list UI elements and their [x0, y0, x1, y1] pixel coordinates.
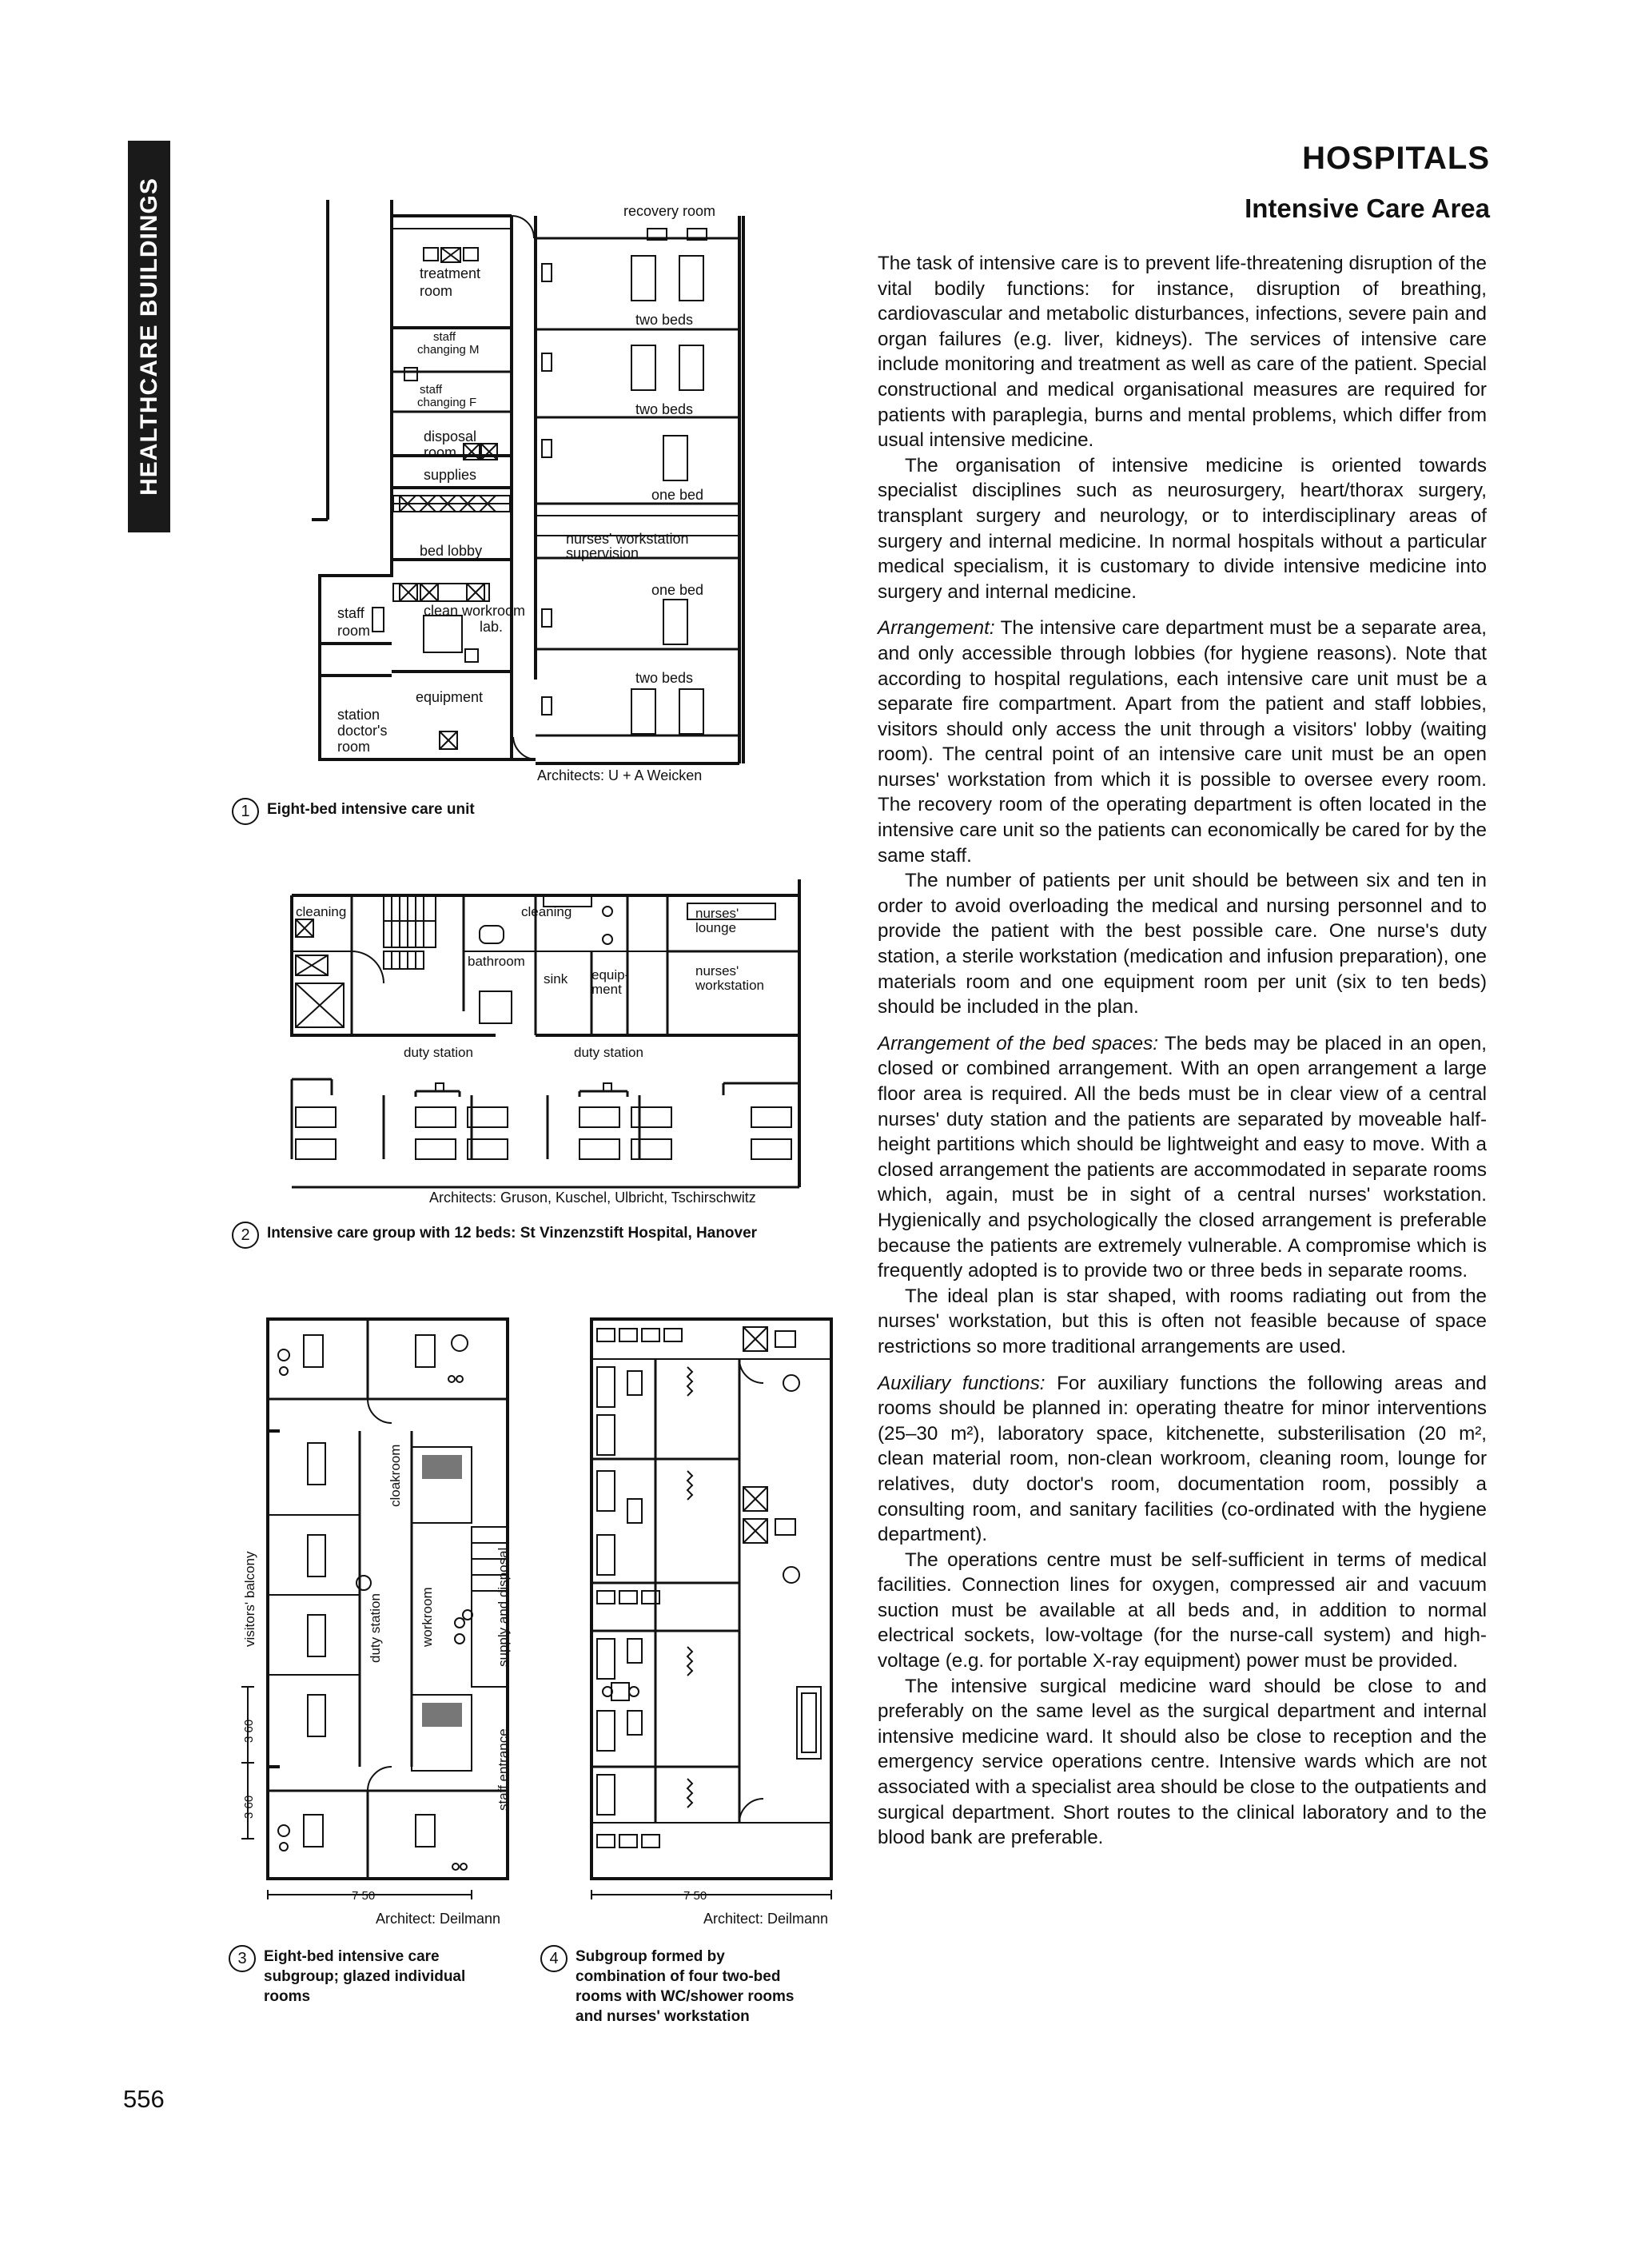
fig1-label-doctors: doctor's [337, 723, 388, 739]
page-number: 556 [123, 2085, 165, 2113]
fig1-label-two-beds-1: two beds [635, 312, 694, 328]
fig3-label-visitors-balcony: visitors' balcony [242, 1551, 257, 1647]
fig3-label-workroom: workroom [420, 1587, 435, 1647]
fig1-label-disposal: disposal [424, 428, 477, 444]
fig1-label-doctors-room: room [337, 739, 371, 755]
auxiliary-text: For auxiliary functions the following areas and rooms should be planned in: operating theatre for minor interventions (25–30 m²), laboratory space, kitchenette, substerilisation (20 m², clean material room, non-clean workroom, cleaning room, lounge for relatives, duty doctor's room, documentation room, possibly a consulting room, and sanitary facilities (co-ordinated with the hygiene department). [878, 1372, 1487, 1546]
fig1-label-lab: lab. [480, 619, 504, 635]
fig1-label-bed-lobby: bed lobby [420, 543, 483, 559]
fig1-label-recovery: recovery room [623, 203, 716, 219]
fig1-label-two-beds-3: two beds [635, 670, 694, 686]
fig3-dim-2: 3 60 [242, 1795, 256, 1819]
figure-2-plan [288, 871, 807, 1191]
fig2-label-duty-station-2: duty station [574, 1045, 643, 1060]
fig1-label-one-bed-1: one bed [651, 487, 704, 503]
fig4-credit: Architect: Deilmann [703, 1911, 829, 1927]
fig2-label-equip: equip- [591, 967, 630, 983]
arrangement-heading: Arrangement: [878, 617, 995, 640]
paragraph-intro: The task of intensive care is to prevent life-threatening disruption of the vital bodily functions: for instance, disruption of breathing, cardiovascular and metabolic disturbances, infections, severe pain and organ failures (e.g. liver, kidneys). The services of intensive care include monitoring and treatment as well as care of the patient. Special constructional and medical organisational measures are required for patients with paraplegia, burns and mental problems, which differ from usual intensive medicine. [878, 253, 1487, 452]
bed-spaces-text: The beds may be placed in an open, closed or combined arrangement. With an open arrangement a large floor area is required. All the beds must be in clear view of a central nurses' duty station and the patients are separated by moveable half-height partitions which should be lightweight and easy to move. With a closed arrangement the patients are accommodated in separate rooms which, again, must be in sight of a central nurses' workstation. Hygienically and psychologically the closed arrangement is preferable because the patients are extremely vulnerable. A compromise which is frequently adopted is to provide two or three beds in separate rooms. [878, 1032, 1487, 1282]
fig2-caption [241, 1223, 758, 1244]
auxiliary-heading: Auxiliary functions: [878, 1372, 1046, 1394]
fig1-credit: Architects: U + A Weicken [537, 767, 703, 783]
fig3-label-staff-entrance: staff entrance [496, 1728, 511, 1811]
fig1-caption [241, 799, 475, 820]
fig1-label-treatment-room: room [420, 283, 453, 299]
fig3-caption [237, 1947, 496, 2007]
paragraph-location: The intensive surgical medicine ward should be close to and preferably on the same level as the surgical department and internal intensive medicine ward. It should also be close to reception and the emergency service operations centre. Intensive wards which are not associated with a specialist area should be close to the outpatients and surgical department. Short routes to the clinical laboratory and to the blood bank are preferable. [878, 1675, 1487, 1849]
fig2-label-equip-ment: ment [591, 982, 622, 997]
fig1-label-staff-m: staff [433, 330, 456, 344]
fig3-caption-line-2: subgroup; glazed individual [264, 1968, 466, 1985]
fig1-label-one-bed-2: one bed [651, 582, 704, 598]
fig3-caption-line-1: Eight-bed intensive care [264, 1948, 440, 1965]
fig3-number: 3 [229, 1945, 256, 1972]
fig4-number: 4 [540, 1945, 568, 1972]
fig3-caption-line-3: rooms [264, 1988, 311, 2005]
fig1-label-disposal-room: room [424, 444, 457, 460]
fig3-label-duty-station: duty station [368, 1593, 383, 1663]
fig2-label-cleaning-1: cleaning [296, 904, 347, 919]
body-text [878, 251, 1487, 1851]
fig3-credit: Architect: Deilmann [376, 1911, 501, 1927]
fig2-label-lounge: lounge [695, 920, 737, 935]
fig2-label-duty-station-1: duty station [404, 1045, 473, 1060]
fig4-caption-line-1: Subgroup formed by [576, 1948, 725, 1965]
fig1-number: 1 [232, 798, 259, 825]
fig3-dim-1: 3 60 [242, 1719, 256, 1743]
fig2-label-workstation: workstation [695, 978, 764, 993]
section-tab [128, 141, 170, 532]
fig1-label-station: station [337, 707, 380, 723]
figure-3-plan [232, 1311, 536, 1919]
fig2-label-bathroom: bathroom [468, 954, 525, 969]
fig4-caption-line-4: and nurses' workstation [576, 2008, 750, 2025]
fig2-credit: Architects: Gruson, Kuschel, Ulbricht, Tschirschwitz [429, 1190, 756, 1206]
fig1-label-staff-f: staff [420, 383, 443, 397]
fig3-dim-3: 7 50 [352, 1889, 376, 1903]
fig4-caption-line-2: combination of four two-bed [576, 1968, 781, 1985]
arrangement-text: The intensive care department must be a separate area, and only accessible through lobbies (for hygiene reasons). Note that according to hospital regulations, each intensive care unit must be a separate fire compartment. Apart from the patient and staff lobbies, visitors should only access the unit through a visitors' lobby (waiting room). The central point of an intensive care unit must be an open nurses' workstation from which it is possible to oversee every room. The recovery room of the operating department is often located in the intensive care unit so the patients can economically be cared for by the same staff. [878, 617, 1487, 867]
paragraph-arrangement [878, 616, 1487, 868]
page-subtitle: Intensive Care Area [1245, 193, 1490, 223]
fig1-label-nurses-workstation: nurses' workstation [566, 531, 689, 547]
fig4-caption-line-3: rooms with WC/shower rooms [576, 1988, 795, 2005]
fig1-label-staff-room: staff [337, 605, 364, 621]
paragraph-star-plan: The ideal plan is star shaped, with rooms radiating out from the nurses' workstation, but this is often not feasible because of space restrictions so more traditional arrangements are used. [878, 1285, 1487, 1357]
fig1-label-changing-f: changing F [417, 396, 477, 409]
fig2-label-lounge-nurses: nurses' [695, 906, 739, 921]
fig2-label-sink: sink [544, 971, 568, 987]
bed-spaces-heading: Arrangement of the bed spaces: [878, 1032, 1158, 1054]
fig1-caption-text: Eight-bed intensive care unit [267, 801, 475, 818]
paragraph-organisation: The organisation of intensive medicine is oriented towards specialist disciplines such as neurosurgery, heart/thorax surgery, transplant surgery and neurology, or to interdisciplinary areas of surgery and internal medicine. In normal hospitals without a particular medical specialism, it is customary to divide intensive medicine into surgery and internal medicine. [878, 454, 1487, 603]
paragraph-patients-number: The number of patients per unit should be between six and ten in order to avoid overloading the medical and nursing personnel and to provide the patient with the best possible care. One nurse's duty station, a sterile workstation (medication and infusion preparation), one materials room and one equipment room per unit (six to ten beds) should be included in the plan. [878, 870, 1487, 1018]
fig2-label-cleaning-2: cleaning [521, 904, 572, 919]
fig3-label-cloakroom: cloakroom [388, 1444, 403, 1507]
fig1-label-equipment: equipment [416, 689, 484, 705]
fig1-label-supplies: supplies [424, 467, 477, 483]
section-tab-label: HEALTHCARE BUILDINGS [135, 177, 162, 496]
fig1-label-clean-workroom: clean workroom [424, 603, 526, 619]
fig1-label-supervision: supervision [566, 545, 639, 561]
paragraph-auxiliary [878, 1371, 1487, 1548]
paragraph-operations-centre: The operations centre must be self-sufficient in terms of medical facilities. Connection lines for oxygen, compressed air and vacuum suction must be available at all beds and, in addition to normal electrical sockets, low-voltage (for the nurse-call system) and high-voltage (e.g. for portable X-ray equipment) power must be provided. [878, 1549, 1487, 1672]
fig4-caption [549, 1947, 847, 2027]
figure-4-plan [587, 1311, 851, 1919]
page-title: HOSPITALS [1302, 141, 1490, 176]
paragraph-bed-spaces [878, 1031, 1487, 1284]
fig2-label-workstation-nurses: nurses' [695, 963, 739, 979]
fig3-label-supply-disposal: supply and disposal [496, 1547, 511, 1667]
fig1-label-staff-room-2: room [337, 623, 371, 639]
fig1-label-two-beds-2: two beds [635, 401, 694, 417]
fig1-label-treatment: treatment [420, 265, 481, 281]
fig2-caption-text: Intensive care group with 12 beds: St Vinzenzstift Hospital, Hanover [267, 1225, 758, 1242]
fig1-label-changing-m: changing M [417, 343, 480, 357]
fig2-number: 2 [232, 1222, 259, 1249]
fig4-dim: 7 50 [683, 1889, 707, 1903]
figure-1-plan [296, 200, 759, 799]
